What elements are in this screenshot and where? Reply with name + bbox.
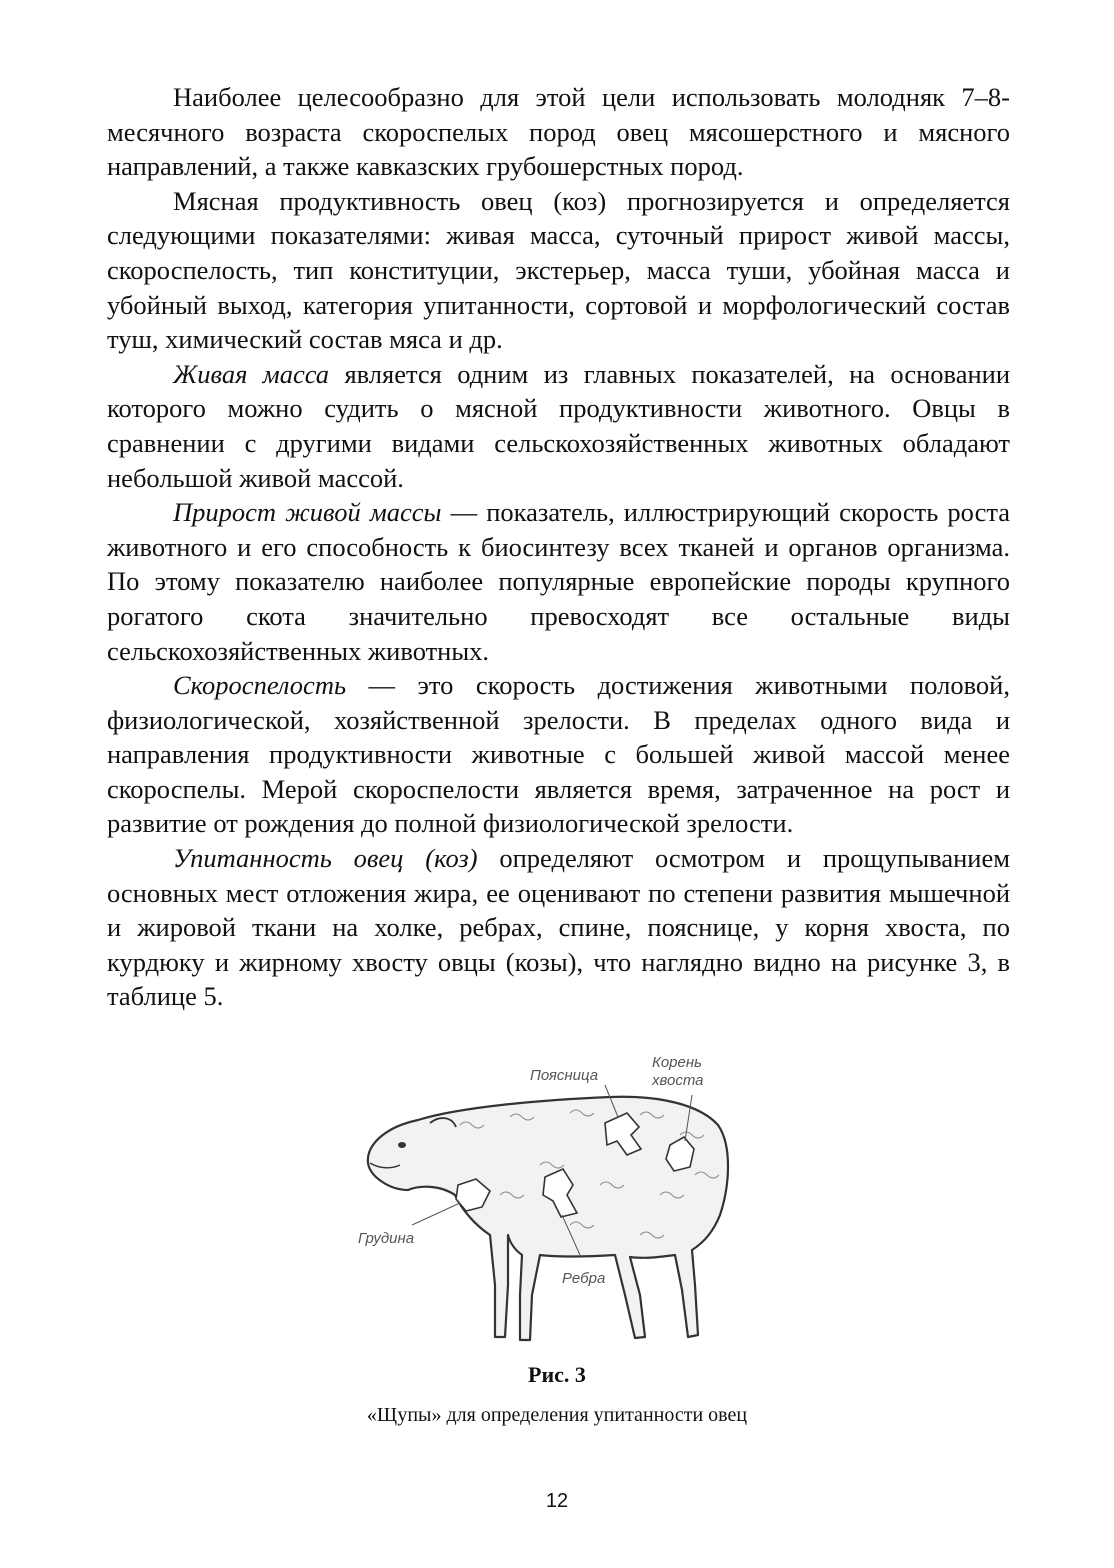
paragraph-1: Наиболее целесообразно для этой цели использовать молодняк 7–8-месячного возраста скороспелых пород овец мясошерстного и мясного направлений, а также кавказских грубошерстных пород. <box>107 82 1010 182</box>
label-loin: Поясница <box>530 1067 599 1084</box>
paragraph-6: Упитанность овец (коз) определяют осмотром и прощупыванием основных мест отложения жира, ее оценивают по степени развития мышечной и жировой ткани на холке, ребрах, спине, пояснице, у корня хвоста, по курдюку и жирному хвосту овцы (козы), что наглядно видно на рисунке 3, в таблице 5. <box>107 843 1010 1012</box>
term-fatness: Упитанность овец (коз) <box>173 843 478 874</box>
label-tail-root-2: хвоста <box>652 1072 704 1089</box>
body-text <box>107 80 1010 1014</box>
term-precocity: Скороспелость <box>173 670 347 701</box>
sheep-illustration <box>340 1045 770 1360</box>
label-ribs: Ребра <box>562 1270 606 1287</box>
page-number: 12 <box>545 1490 569 1512</box>
paragraph-4: Прирост живой массы — показатель, иллюстрирующий скорость роста животного и его способность к биосинтезу всех тканей и органов организма. По этому показателю наиболее популярные европейские породы крупного рогатого скота значительно превосходят все остальные виды сельскохозяйственных животных. <box>107 497 1010 666</box>
label-tail-root-1: Корень <box>652 1054 703 1071</box>
sheep-figure <box>340 1045 770 1360</box>
term-weight-gain: Прирост живой массы <box>173 497 442 528</box>
sheep-body-outline <box>368 1097 728 1340</box>
paragraph-5: Скороспелость — это скорость достижения животными половой, физиологической, хозяйственной зрелости. В пределах одного вида и направления продуктивности животные с большей живой массой менее скороспелы. Мерой скороспелости является время, затраченное на рост и развитие от рождения до полной физиологической зрелости. <box>107 670 1010 839</box>
figure-caption: «Щупы» для определения упитанности овец <box>366 1404 748 1426</box>
paragraph-3: Живая масса является одним из главных показателей, на основании которого можно судить о мясной продуктивности животного. Овцы в сравнении с другими видами сельскохозяйственных животных обладают небольшой живой массой. <box>107 358 1010 493</box>
paragraph-2: Мясная продуктивность овец (коз) прогнозируется и определяется следующими показателями: живая масса, суточный прирост живой массы, скороспелость, тип конституции, экстерьер, масса туши, убойная масса и убойный выход, категория упитанности, сортовой и морфологический состав туш, химический состав мяса и др. <box>107 185 1010 355</box>
figure-number: Рис. 3 <box>528 1362 586 1387</box>
label-brisket: Грудина <box>358 1230 415 1247</box>
term-live-weight: Живая масса <box>173 358 330 389</box>
